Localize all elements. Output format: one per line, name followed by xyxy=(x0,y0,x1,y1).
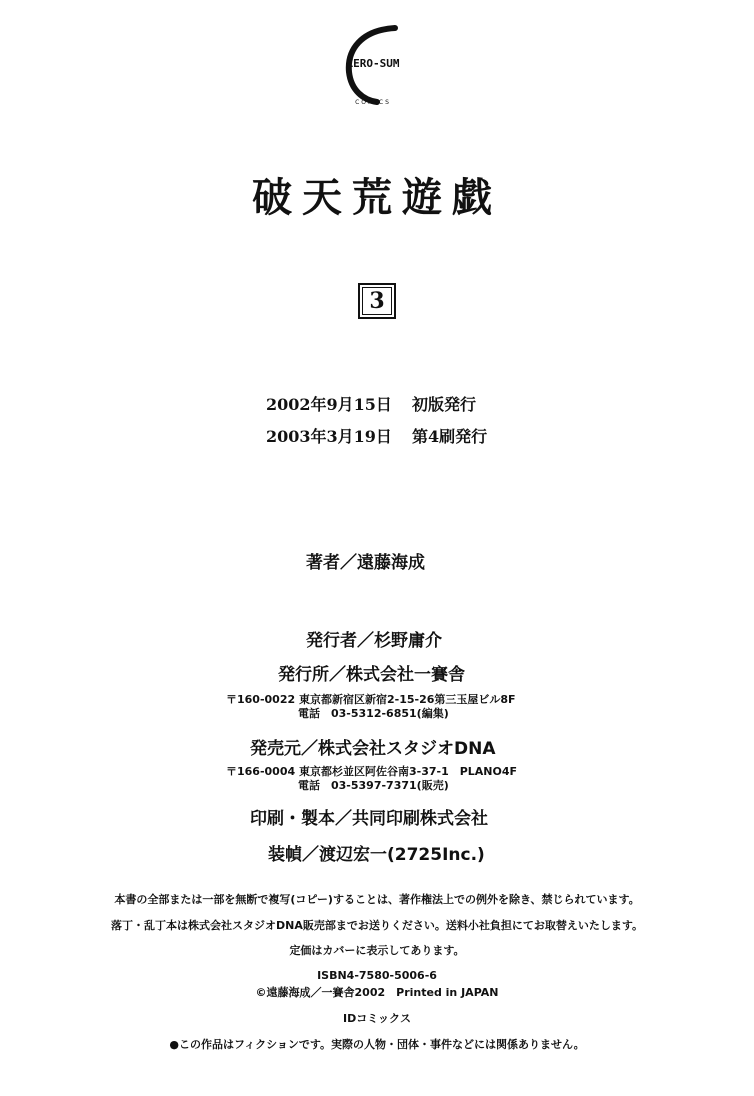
volume-number: 3 xyxy=(362,287,392,315)
publisher-person: 発行者／杉野庸介 xyxy=(306,631,442,651)
edition-label: 第4刷発行 xyxy=(411,427,488,446)
copyright-line: ©遠藤海成／一賽舎2002 Printed in JAPAN xyxy=(255,986,499,999)
distributor-name: 発売元／株式会社スタジオDNA xyxy=(250,739,496,759)
notice-copy-prohibition: 本書の全部または一部を無断で複写(コピー)することは、著作権法上での例外を除き、禁じられています。 xyxy=(114,893,640,906)
edition-date: 2002年9月15日 xyxy=(266,395,392,414)
publisher-office-phone: 電話 03-5312-6851(編集) xyxy=(298,707,449,720)
zero-sum-logo-mark xyxy=(333,20,413,110)
fiction-disclaimer: ●この作品はフィクションです。実際の人物・団体・事件などには関係ありません。 xyxy=(169,1038,585,1051)
design-credit: 装幀／渡辺宏一(2725Inc.) xyxy=(268,845,485,865)
notice-defective-copies: 落丁・乱丁本は株式会社スタジオDNA販売部までお送りください。送料小社負担にてお取替えいたします。 xyxy=(111,919,643,932)
printing-credit: 印刷・製本／共同印刷株式会社 xyxy=(250,809,488,829)
edition-row-1 xyxy=(266,392,476,415)
edition-row-2 xyxy=(266,424,487,447)
author-credit: 著者／遠藤海成 xyxy=(306,553,425,573)
logo-top-text: ZERO-SUM xyxy=(346,57,400,70)
distributor-phone: 電話 03-5397-7371(販売) xyxy=(298,779,449,792)
logo-bottom-text: COMICS xyxy=(355,99,391,106)
imprint-name: IDコミックス xyxy=(343,1012,411,1025)
notice-price: 定価はカバーに表示してあります。 xyxy=(289,944,465,957)
publisher-office-address: 〒160-0022 東京都新宿区新宿2-15-26第三玉屋ビル8F xyxy=(226,693,516,706)
edition-date: 2003年3月19日 xyxy=(266,427,392,446)
distributor-address: 〒166-0004 東京都杉並区阿佐谷南3-37-1 PLANO4F xyxy=(226,765,518,778)
book-title: 破天荒遊戯 xyxy=(252,174,502,221)
zero-sum-comics-logo xyxy=(333,20,413,110)
volume-box xyxy=(358,283,396,319)
edition-label: 初版発行 xyxy=(411,395,476,414)
isbn: ISBN4-7580-5006-6 xyxy=(317,969,437,982)
publisher-office-name: 発行所／株式会社一賽舎 xyxy=(278,665,465,685)
